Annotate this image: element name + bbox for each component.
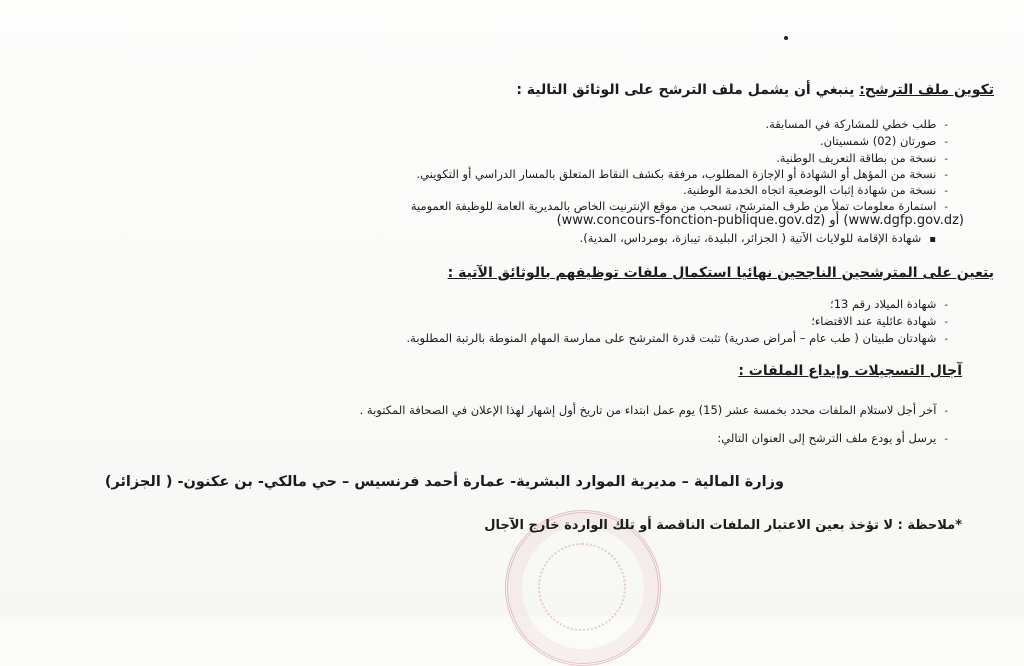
scan-speck	[784, 36, 788, 40]
deadline-text: -آخر أجل لاستلام الملفات محدد بخمسة عشر (15) يوم عمل ابتداء من تاريخ أول إشهار لهذا الإعلان في الصحافة المكتوبة .	[359, 403, 948, 417]
list-item: -شهادة عائلية عند الاقتضاء؛	[811, 314, 948, 328]
list-item: -نسخة من المؤهل أو الشهادة أو الإجازة المطلوب، مرفقة بكشف النقاط المتعلق بالمسار الدراسي أو التكويني.	[416, 167, 948, 181]
official-stamp	[505, 510, 661, 666]
section3-heading: آجال التسجيلات وإيداع الملفات :	[738, 363, 962, 379]
list-item: -استمارة معلومات تملأ من طرف المترشح، تسحب من موقع الإنترنيت الخاص بالمديرية العامة للوظيفة العمومية	[410, 199, 948, 213]
address-line: وزارة المالية – مديرية الموارد البشرية- عمارة أحمد فرنسيس – حي مالكي- بن عكنون- ( الجزائر)	[104, 474, 784, 490]
websites-line: (www.dgfp.gov.dz) أو (www.concours-fonction-publique.gov.dz)	[556, 213, 964, 228]
list-item: -نسخة من شهادة إثبات الوضعية اتجاه الخدمة الوطنية.	[683, 183, 948, 197]
section2-heading: يتعين على المترشحين الناجحين نهائيا استكمال ملفات توظيفهم بالوثائق الآتية :	[447, 265, 994, 281]
send-to-text: -يرسل أو يودع ملف الترشح إلى العنوان التالي:	[717, 431, 948, 445]
section1-heading	[516, 82, 994, 98]
list-item: -طلب خطي للمشاركة في المسابقة.	[765, 117, 948, 131]
list-item: -شهادة الميلاد رقم 13؛	[830, 297, 948, 311]
section1-heading-text: ينبغي أن يشمل ملف الترشح على الوثائق التالية :	[516, 82, 855, 98]
list-item: -شهادتان طبيتان ( طب عام – أمراض صدرية) تثبت قدرة المترشح على ممارسة المهام المنوطة بالرتبة المطلوبة.	[406, 331, 948, 345]
section1-heading-label: تكوين ملف الترشح:	[859, 82, 994, 98]
note-line: *ملاحظة : لا تؤخذ بعين الاعتبار الملفات الناقصة أو تلك الواردة خارج الآجال	[484, 518, 962, 533]
stamp-inner-ring	[538, 543, 626, 631]
list-item-residence: ▪شهادة الإقامة للولايات الآتية ( الجزائر، البليدة، تيبازة، بومرداس، المدية).	[579, 231, 936, 245]
list-item: -صورتان (02) شمسيتان.	[819, 134, 948, 148]
list-item: -نسخة من بطاقة التعريف الوطنية.	[776, 151, 948, 165]
